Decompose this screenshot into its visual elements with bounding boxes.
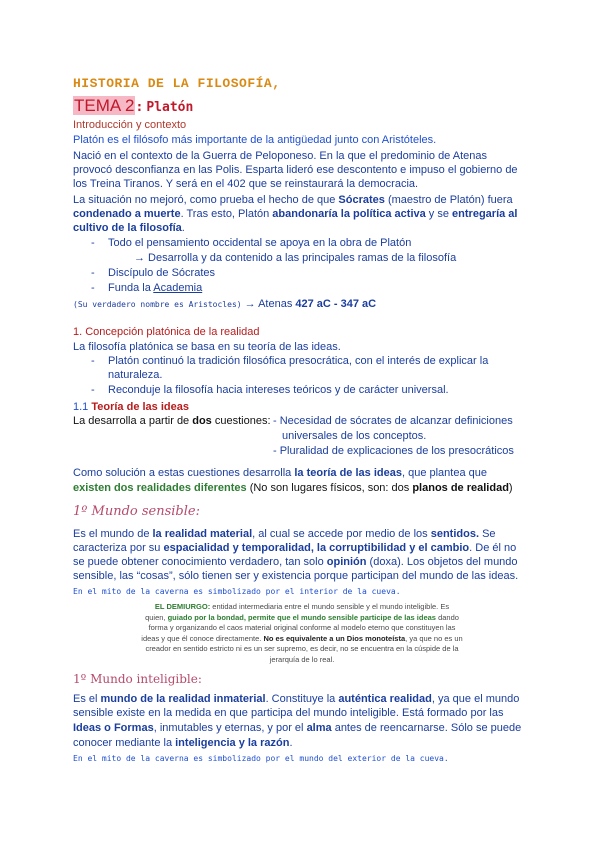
bold-span: auténtica realidad xyxy=(338,693,432,705)
quote-text: quien, xyxy=(145,612,168,622)
tema-colon: : xyxy=(135,100,144,115)
section-line: La filosofía platónica se basa en su teoría de las ideas. xyxy=(73,341,341,353)
text-span: , al cual se accede por medio de los xyxy=(252,528,431,540)
inteligible-line xyxy=(73,736,293,750)
bold-span: la teoría de las ideas xyxy=(294,467,402,479)
quote-text: entidad intermediaria entre el mundo sensible y el mundo inteligible. Es xyxy=(210,602,450,611)
text-span: (doxa). Los objetos del mundo xyxy=(366,556,518,568)
bullet-dash: - xyxy=(91,267,95,279)
bullet-dash: - xyxy=(91,355,95,367)
bold-span: planos de realidad xyxy=(412,482,509,494)
cave-note: En el mito de la caverna es simbolizado por el mundo del exterior de la cueva. xyxy=(73,754,449,763)
text-span: cuestiones: xyxy=(211,415,271,427)
bold-span: mundo de la realidad inmaterial xyxy=(100,693,266,705)
bold-span: inteligencia y la razón xyxy=(175,737,290,749)
text-span: (maestro de Platón) fuera xyxy=(384,194,513,206)
question-item: - Necesidad de sócrates de alcanzar definiciones xyxy=(273,415,513,427)
quote-line: creador en sentido estricto ni es un ser supremo, es decir, no se encuentra en la cúspide de la xyxy=(145,644,459,653)
intro-paragraph-line: provocó desconfianza en las Polis. Esparta lideró ese descontento e impuso el gobierno de xyxy=(73,164,518,176)
quote-bold: No es equivalente a un Dios monoteísta xyxy=(263,633,406,643)
real-name-line xyxy=(73,297,376,312)
text-span: Se xyxy=(479,528,496,540)
intro-paragraph2-line xyxy=(73,221,185,235)
text-span: . xyxy=(289,737,293,749)
bold-span: cultivo de la filosofía xyxy=(73,222,182,234)
tema-topic: Platón xyxy=(146,100,194,115)
inteligible-line xyxy=(73,692,519,706)
text-span: conocer mediante la xyxy=(73,737,176,749)
sub-bullet-item: → Desarrolla y da contenido a las principales ramas de la filosofía xyxy=(134,252,457,264)
bullet-item: naturaleza. xyxy=(108,369,163,381)
intro-heading: Introducción y contexto xyxy=(73,119,187,131)
text-span: Es el xyxy=(73,693,101,705)
text-span: → Atenas xyxy=(241,298,296,310)
sensible-line xyxy=(73,555,518,569)
intro-line: Platón es el filósofo más importante de la antigüedad junto con Aristóteles. xyxy=(73,134,437,146)
sensible-heading: 1º Mundo sensible: xyxy=(73,504,200,519)
text-span: , inmutables y eternas, y por el xyxy=(153,722,307,734)
text-span: antes de reencarnarse. Sólo se puede xyxy=(331,722,522,734)
sensible-line xyxy=(73,541,516,555)
solution-line xyxy=(73,481,513,495)
intro-paragraph2-line xyxy=(73,207,517,221)
bullet-dash: - xyxy=(91,237,95,249)
bullet-dash: - xyxy=(91,282,95,294)
real-name-text: (Su verdadero nombre es Aristocles) xyxy=(73,300,242,309)
dates-text: 427 aC - 347 aC xyxy=(295,298,377,310)
text-span: Funda la xyxy=(108,282,154,294)
bullet-item: Reconduje la filosofía hacia intereses teóricos y de carácter universal. xyxy=(108,384,449,396)
inteligible-line xyxy=(73,721,521,735)
text-span: , que plantea que xyxy=(401,467,487,479)
bullet-item: Todo el pensamiento occidental se apoya en la obra de Platón xyxy=(108,237,412,249)
text-span: . Constituye la xyxy=(265,693,339,705)
academia-link[interactable]: Academia xyxy=(153,282,203,294)
bullet-item: Platón continuó la tradición filosófica presocrática, con el interés de explicar la xyxy=(108,355,489,367)
inteligible-line: sensible existe en la medida en que participa del mundo inteligible. Está formado por las xyxy=(73,707,504,719)
bullet-item: Discípulo de Sócrates xyxy=(108,267,215,279)
text-span: . xyxy=(181,222,185,234)
text-span: , ya que el mundo xyxy=(431,693,520,705)
quote-bold: guiado por la bondad, permite que el mundo sensible participe de las ideas xyxy=(167,612,436,622)
sensible-line: sensible, las “cosas”, sólo tienen ser y existencia porque participan del mundo de las ideas. xyxy=(73,570,519,582)
intro-paragraph-line: Nació en el contexto de la Guerra de Peloponeso. En la que el predominio de Atenas xyxy=(73,150,487,162)
cave-note: En el mito de la caverna es simbolizado por el interior de la cueva. xyxy=(73,587,401,596)
green-bold-span: existen dos realidades diferentes xyxy=(73,482,247,494)
quote-line xyxy=(108,602,496,613)
bullet-dash: - xyxy=(91,384,95,396)
subsection-heading xyxy=(73,400,189,414)
quote-text: dando xyxy=(435,612,459,622)
intro-paragraph-line: los Treina Tiranos. Y será en el 402 que se reinstaurará la democracia. xyxy=(73,178,419,190)
solution-line xyxy=(73,466,487,480)
text-span: . Tras esto, Platón xyxy=(180,208,273,220)
question-item: - Pluralidad de explicaciones de los presocráticos xyxy=(273,445,514,457)
intro-paragraph2-line xyxy=(73,193,513,207)
text-span: caracteriza por su xyxy=(73,542,164,554)
quote-text: , ya que no es un xyxy=(405,633,463,643)
inteligible-heading: 1º Mundo inteligible: xyxy=(73,672,202,686)
quote-line xyxy=(108,613,496,624)
course-title: HISTORIA DE LA FILOSOFÍA, xyxy=(73,76,281,91)
quote-bold: EL DEMIURGO: xyxy=(154,602,211,611)
bold-span: Ideas o Formas xyxy=(73,722,154,734)
bold-span: abandonaría la política activa xyxy=(272,208,426,220)
tema-label: TEMA 2 xyxy=(74,96,135,115)
section-heading: 1. Concepción platónica de la realidad xyxy=(73,326,260,338)
question-item: universales de los conceptos. xyxy=(282,430,427,442)
text-span: y se xyxy=(425,208,453,220)
text-span: Como solución a estas cuestiones desarrolla xyxy=(73,467,295,479)
text-span: La desarrolla a partir de xyxy=(73,415,193,427)
text-span: . De él no xyxy=(469,542,517,554)
sensible-line xyxy=(73,527,496,541)
subsection-number: 1.1 xyxy=(73,401,92,413)
bold-span: sentidos. xyxy=(430,528,480,540)
bold-span: la realidad material xyxy=(152,528,253,540)
bullet-item xyxy=(108,281,202,295)
lead-line xyxy=(73,414,271,428)
text-span: se puede obtener conocimiento verdadero, tan solo xyxy=(73,556,327,568)
quote-line xyxy=(108,634,496,645)
subsection-title: Teoría de las ideas xyxy=(91,401,189,413)
text-span: ) xyxy=(508,482,513,494)
quote-text: ideas y que él conoce directamente. xyxy=(141,633,264,643)
text-span: (No son lugares físicos, son: dos xyxy=(246,482,413,494)
socrates-text: Sócrates xyxy=(338,194,385,206)
bold-span: entregaría al xyxy=(452,208,518,220)
quote-line: forma y organizando el caos material original conforme al modelo eterno que constituyen las xyxy=(148,623,456,632)
page-title xyxy=(73,96,193,118)
text-span: Es el mundo de xyxy=(73,528,153,540)
bold-span: alma xyxy=(306,722,332,734)
bold-span: opinión xyxy=(326,556,367,568)
demiurgo-quote xyxy=(108,602,496,665)
text-span: La situación no mejoró, como prueba el hecho de que xyxy=(73,194,339,206)
bold-span: condenado a muerte xyxy=(73,208,181,220)
quote-line: jerarquía de lo real. xyxy=(269,654,335,664)
bold-span: dos xyxy=(192,415,212,427)
bold-span: espacialidad y temporalidad, la corruptibilidad y el cambio xyxy=(163,542,470,554)
